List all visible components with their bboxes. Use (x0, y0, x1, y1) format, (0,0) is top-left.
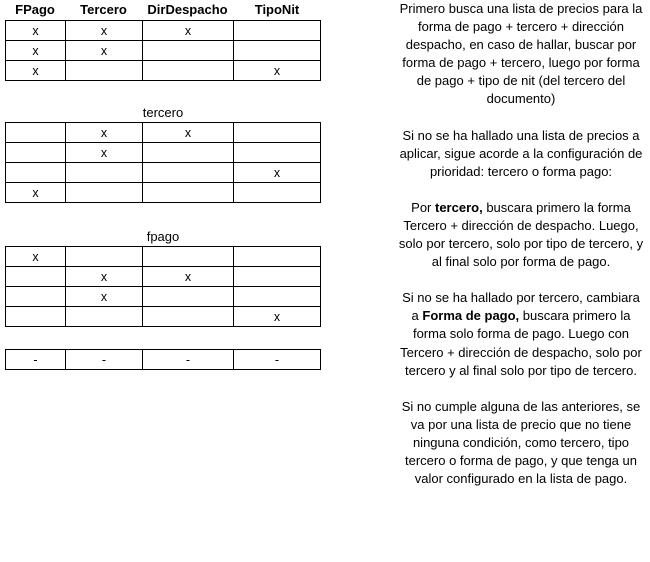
table-cell (234, 247, 321, 267)
table-row (6, 307, 321, 327)
table-cell (234, 123, 321, 143)
explanation-notes (398, 0, 644, 506)
table-cell (143, 183, 234, 203)
table-cell: x (143, 21, 234, 41)
note-bold-forma-pago: Forma de pago, (422, 308, 520, 324)
table-cell: x (6, 21, 66, 41)
note-text: buscara primero la forma Tercero + dirección de despacho. Luego, solo por tercero, solo por tipo de tercero, y al final solo por forma de pago. (398, 199, 644, 270)
table-cell (234, 287, 321, 307)
table-cell: x (66, 143, 143, 163)
table-row (6, 61, 321, 81)
table-cell (6, 143, 66, 163)
header-tercero: Tercero (80, 2, 127, 17)
table-row (6, 123, 321, 143)
table-cell (6, 287, 66, 307)
table-cell (143, 61, 234, 81)
table-cell (234, 143, 321, 163)
table-cell: - (143, 350, 234, 370)
table-row (6, 143, 321, 163)
table-row (6, 41, 321, 61)
table-cell: x (66, 287, 143, 307)
table-row (6, 350, 321, 370)
table-cell (234, 21, 321, 41)
table-cell (66, 163, 143, 183)
table-cell: x (66, 123, 143, 143)
table-cell: x (234, 61, 321, 81)
main-priority-table (5, 20, 321, 81)
table-cell: x (6, 183, 66, 203)
note-text: buscara primero la forma solo forma de pago. Luego con Tercero + dirección de despacho, solo por tercero y al final solo por tipo de tercero. (400, 308, 642, 378)
note-paragraph-1: Primero busca una lista de precios para la forma de pago + tercero + dirección despacho, en caso de hallar, buscar por forma de pago + tercero, luego por forma de pago + tipo de nit (del tercero del documento) (399, 1, 643, 107)
table-cell (66, 307, 143, 327)
table-cell: x (66, 41, 143, 61)
table-cell: x (6, 61, 66, 81)
note-paragraph-3 (398, 199, 644, 271)
table-cell (143, 307, 234, 327)
table-cell: x (66, 267, 143, 287)
table-cell (143, 247, 234, 267)
table-row (6, 163, 321, 183)
table-cell: x (6, 41, 66, 61)
table-cell (66, 61, 143, 81)
table-row (6, 267, 321, 287)
note-paragraph-4 (398, 289, 644, 379)
table-row (6, 287, 321, 307)
table-cell (143, 143, 234, 163)
table-cell: - (66, 350, 143, 370)
header-tiponit: TipoNit (254, 2, 300, 17)
table-cell (6, 163, 66, 183)
tercero-priority-table (5, 122, 321, 203)
table-cell (143, 287, 234, 307)
table-cell: x (234, 307, 321, 327)
note-paragraph-2: Si no se ha hallado una lista de precios a aplicar, sigue acorde a la configuración de prioridad: tercero o forma pago: (399, 127, 643, 179)
table-cell (6, 123, 66, 143)
table-cell (143, 41, 234, 61)
table-cell (66, 183, 143, 203)
table-cell: x (234, 163, 321, 183)
table-cell: - (6, 350, 66, 370)
note-text: Si no se ha hallado por tercero, cambiara a (402, 290, 640, 324)
table-cell (234, 267, 321, 287)
header-fpago: FPago (15, 2, 55, 17)
header-dirdespacho: DirDespacho (147, 2, 228, 17)
table-cell (234, 183, 321, 203)
table-cell: x (66, 21, 143, 41)
table-cell (234, 41, 321, 61)
fpago-priority-table (5, 246, 321, 327)
table-row (6, 183, 321, 203)
table-cell (143, 163, 234, 183)
note-text: Por (411, 199, 435, 215)
table-cell: x (143, 267, 234, 287)
note-paragraph-5: Si no cumple alguna de las anteriores, se va por una lista de precio que no tiene ninguna condición, como tercero, tipo tercero o forma de pago, y que tenga un valor configurado en la lista de pago. (401, 398, 641, 487)
default-priority-table (5, 349, 321, 370)
table-cell: x (143, 123, 234, 143)
tercero-table-title: tercero (142, 105, 184, 120)
table-row (6, 247, 321, 267)
table-cell (66, 247, 143, 267)
note-bold-tercero: tercero, (435, 199, 483, 215)
table-cell: x (6, 247, 66, 267)
table-row (6, 21, 321, 41)
table-cell (6, 307, 66, 327)
fpago-table-title: fpago (146, 229, 180, 244)
table-cell: - (234, 350, 321, 370)
table-cell (6, 267, 66, 287)
